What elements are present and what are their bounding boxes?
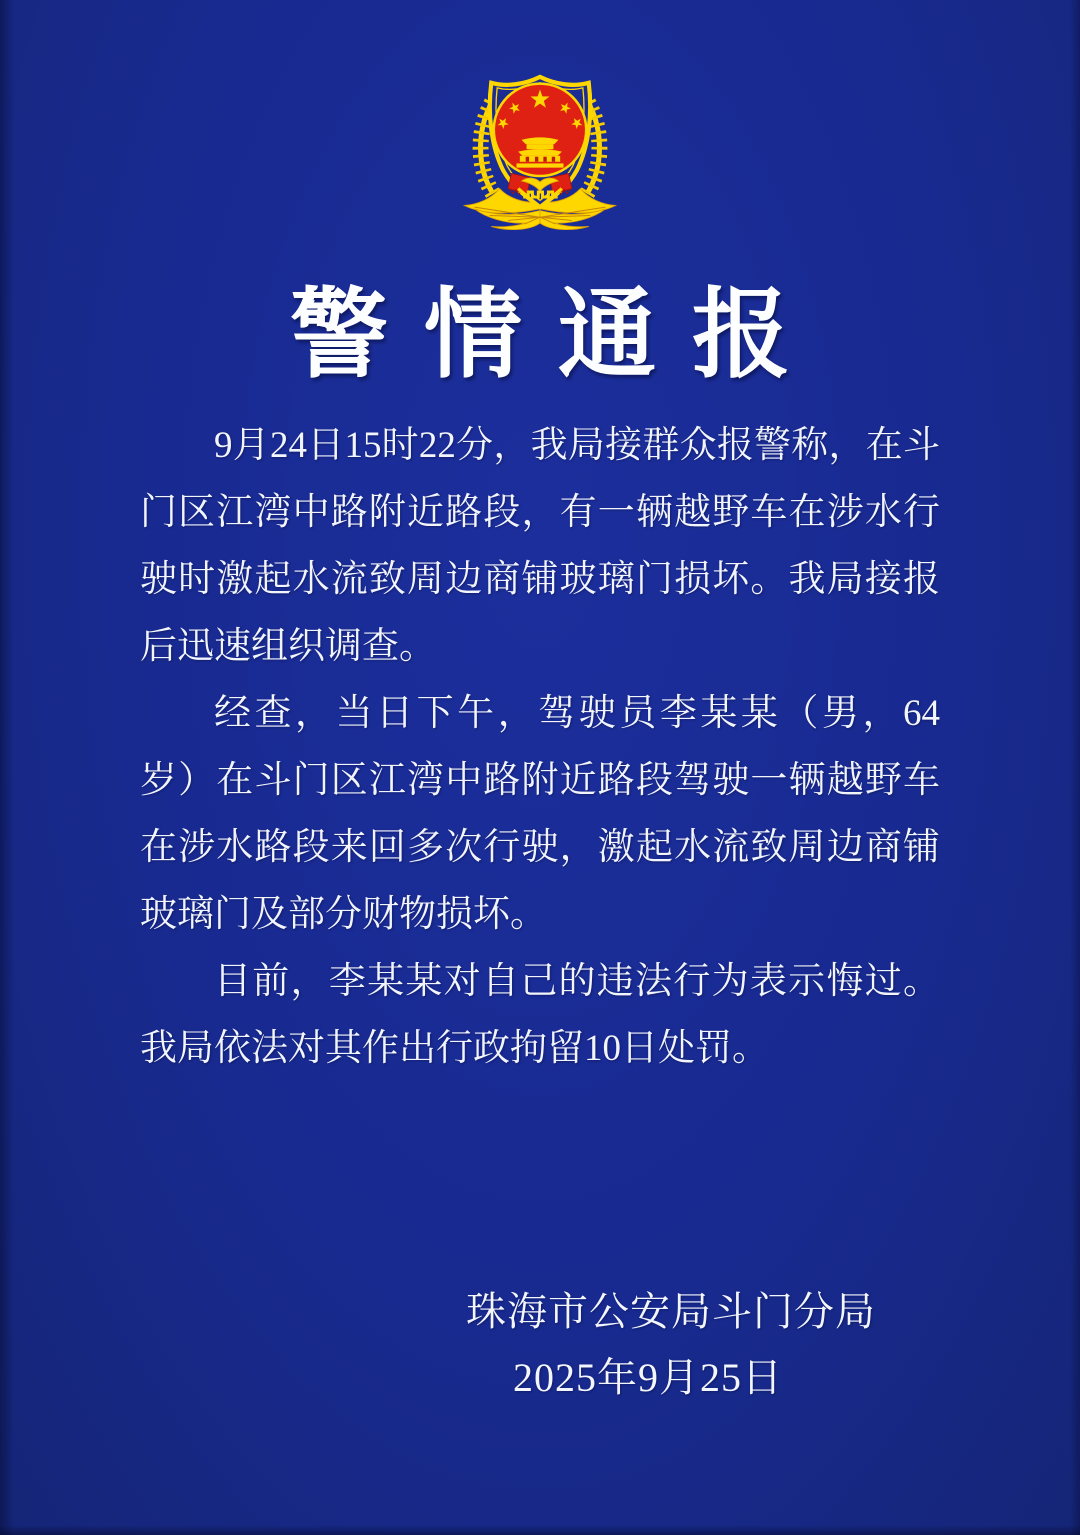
body-line: 目前，李某某对自己的违法行为表示悔过。 [214, 961, 940, 1002]
body-line: 9月24日15时22分，我局接群众报警称，在斗 [214, 425, 940, 466]
body-line: 玻璃门及部分财物损坏。 [140, 894, 547, 935]
issuing-agency: 珠海市公安局斗门分局 [466, 1289, 876, 1334]
body-line: 门区江湾中路附近路段，有一辆越野车在涉水行 [140, 492, 940, 533]
notice-title: 警情通报 [289, 282, 826, 390]
notice-body [140, 412, 940, 1082]
body-line: 后迅速组织调查。 [140, 626, 436, 667]
body-line: 岁）在斗门区江湾中路附近路段驾驶一辆越野车 [140, 760, 940, 801]
police-badge-icon [456, 64, 624, 236]
body-line: 经查，当日下午，驾驶员李某某（男，64 [214, 693, 940, 734]
body-line: 驶时激起水流致周边商铺玻璃门损坏。我局接报 [140, 559, 940, 600]
body-line: 在涉水路段来回多次行驶，激起水流致周边商铺 [140, 827, 940, 868]
body-line: 我局依法对其作出行政拘留10日处罚。 [140, 1028, 769, 1069]
issue-date: 2025年9月25日 [513, 1355, 783, 1400]
